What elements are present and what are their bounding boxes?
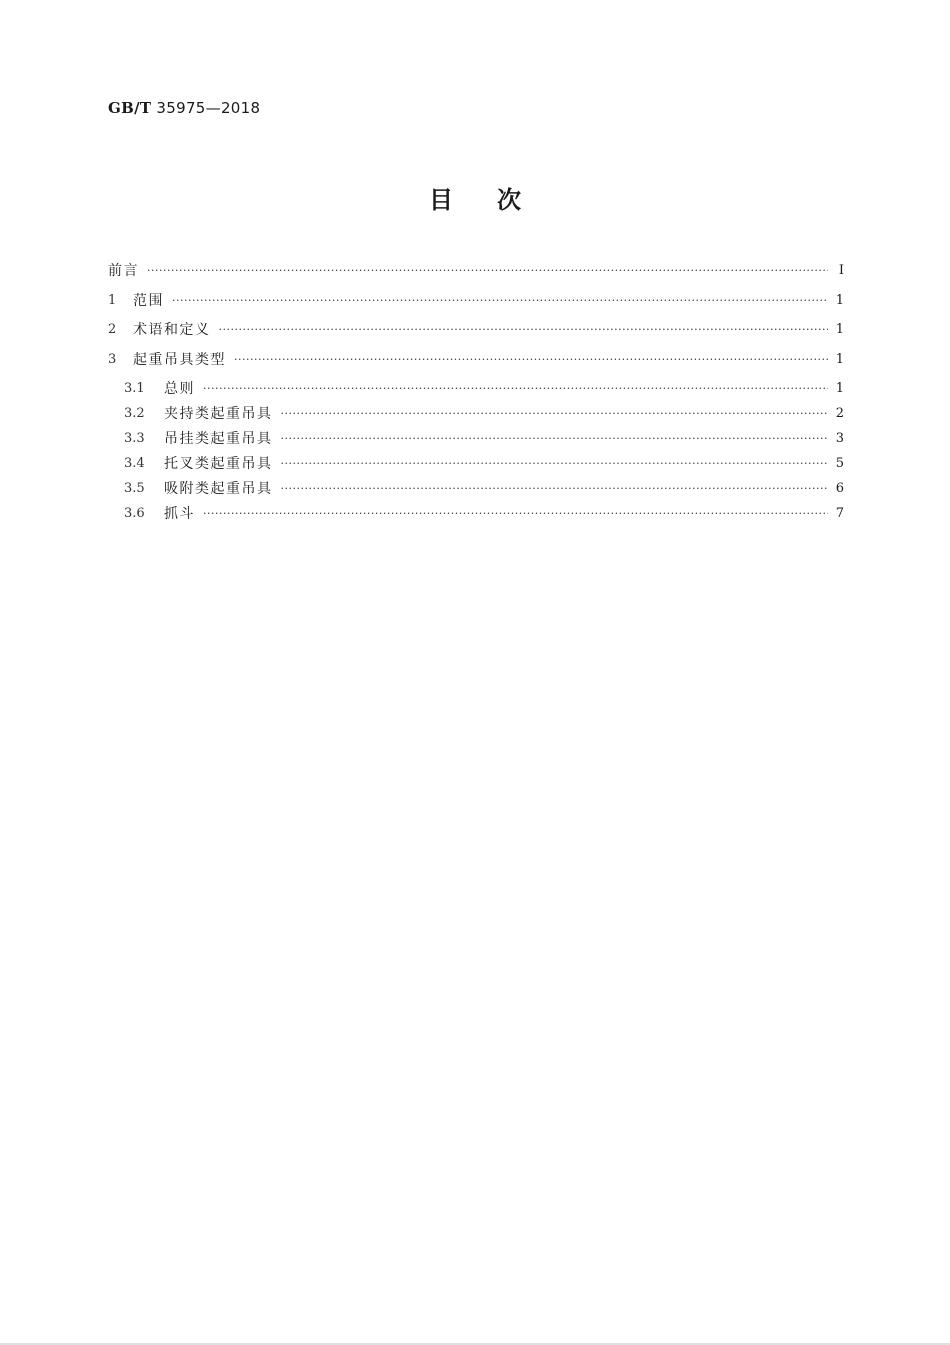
toc-entry-foreword[interactable] bbox=[108, 260, 844, 280]
toc-entry-page: Ⅰ bbox=[838, 262, 844, 278]
standard-number: 35975—2018 bbox=[156, 99, 261, 117]
toc-entry-3-3[interactable] bbox=[124, 428, 844, 448]
toc-entry-page: 1 bbox=[835, 380, 844, 396]
toc-entry-3-2[interactable] bbox=[124, 403, 844, 423]
toc-entry-number: 1 bbox=[108, 292, 117, 308]
toc-leader-dots bbox=[203, 503, 828, 523]
toc-entry-title: 总则 bbox=[164, 381, 195, 397]
toc-entry-number: 3.4 bbox=[124, 455, 145, 471]
toc-entry-title: 前言 bbox=[108, 263, 139, 279]
toc-entry-title: 托叉类起重吊具 bbox=[164, 456, 273, 472]
toc-leader-dots bbox=[172, 290, 828, 310]
toc-entry-terms[interactable] bbox=[108, 319, 844, 339]
toc-entry-page: 1 bbox=[835, 321, 844, 337]
toc-entry-page: 7 bbox=[835, 505, 844, 521]
toc-leader-dots bbox=[203, 378, 828, 398]
toc-entry-number: 3.3 bbox=[124, 430, 145, 446]
toc-entry-number: 2 bbox=[108, 321, 117, 337]
toc-entry-3-5[interactable] bbox=[124, 478, 844, 498]
document-header bbox=[108, 99, 260, 117]
toc-entry-number: 3.6 bbox=[124, 505, 145, 521]
toc-entry-types[interactable] bbox=[108, 349, 844, 369]
toc-entry-number: 3.5 bbox=[124, 480, 145, 496]
standard-code: GB/T bbox=[108, 99, 152, 117]
toc-entry-page: 1 bbox=[835, 292, 844, 308]
toc-entry-3-6[interactable] bbox=[124, 503, 844, 523]
toc-leader-dots bbox=[219, 319, 828, 339]
toc-entry-title: 夹持类起重吊具 bbox=[164, 406, 273, 422]
page-title: 目次 bbox=[429, 186, 565, 214]
toc-entry-number: 3.2 bbox=[124, 405, 145, 421]
toc-entry-page: 1 bbox=[835, 351, 844, 367]
toc-leader-dots bbox=[234, 349, 828, 369]
toc-entry-title: 范围 bbox=[133, 293, 164, 309]
toc-leader-dots bbox=[281, 403, 828, 423]
toc-entry-3-1[interactable] bbox=[124, 378, 844, 398]
toc-leader-dots bbox=[147, 260, 828, 280]
toc-entry-title: 起重吊具类型 bbox=[133, 352, 226, 368]
toc-leader-dots bbox=[281, 453, 828, 473]
toc-entry-page: 6 bbox=[835, 480, 844, 496]
toc-entry-title: 术语和定义 bbox=[133, 322, 211, 338]
toc-entry-title: 吊挂类起重吊具 bbox=[164, 431, 273, 447]
toc-entry-3-4[interactable] bbox=[124, 453, 844, 473]
toc-entry-page: 5 bbox=[835, 455, 844, 471]
toc-entry-title: 吸附类起重吊具 bbox=[164, 481, 273, 497]
toc-entry-page: 2 bbox=[835, 405, 844, 421]
toc-leader-dots bbox=[281, 428, 828, 448]
toc-entry-number: 3.1 bbox=[124, 380, 145, 396]
toc-entry-number: 3 bbox=[108, 351, 117, 367]
toc-entry-title: 抓斗 bbox=[164, 506, 195, 522]
toc-entry-scope[interactable] bbox=[108, 290, 844, 310]
toc-entry-page: 3 bbox=[835, 430, 844, 446]
toc-leader-dots bbox=[281, 478, 828, 498]
